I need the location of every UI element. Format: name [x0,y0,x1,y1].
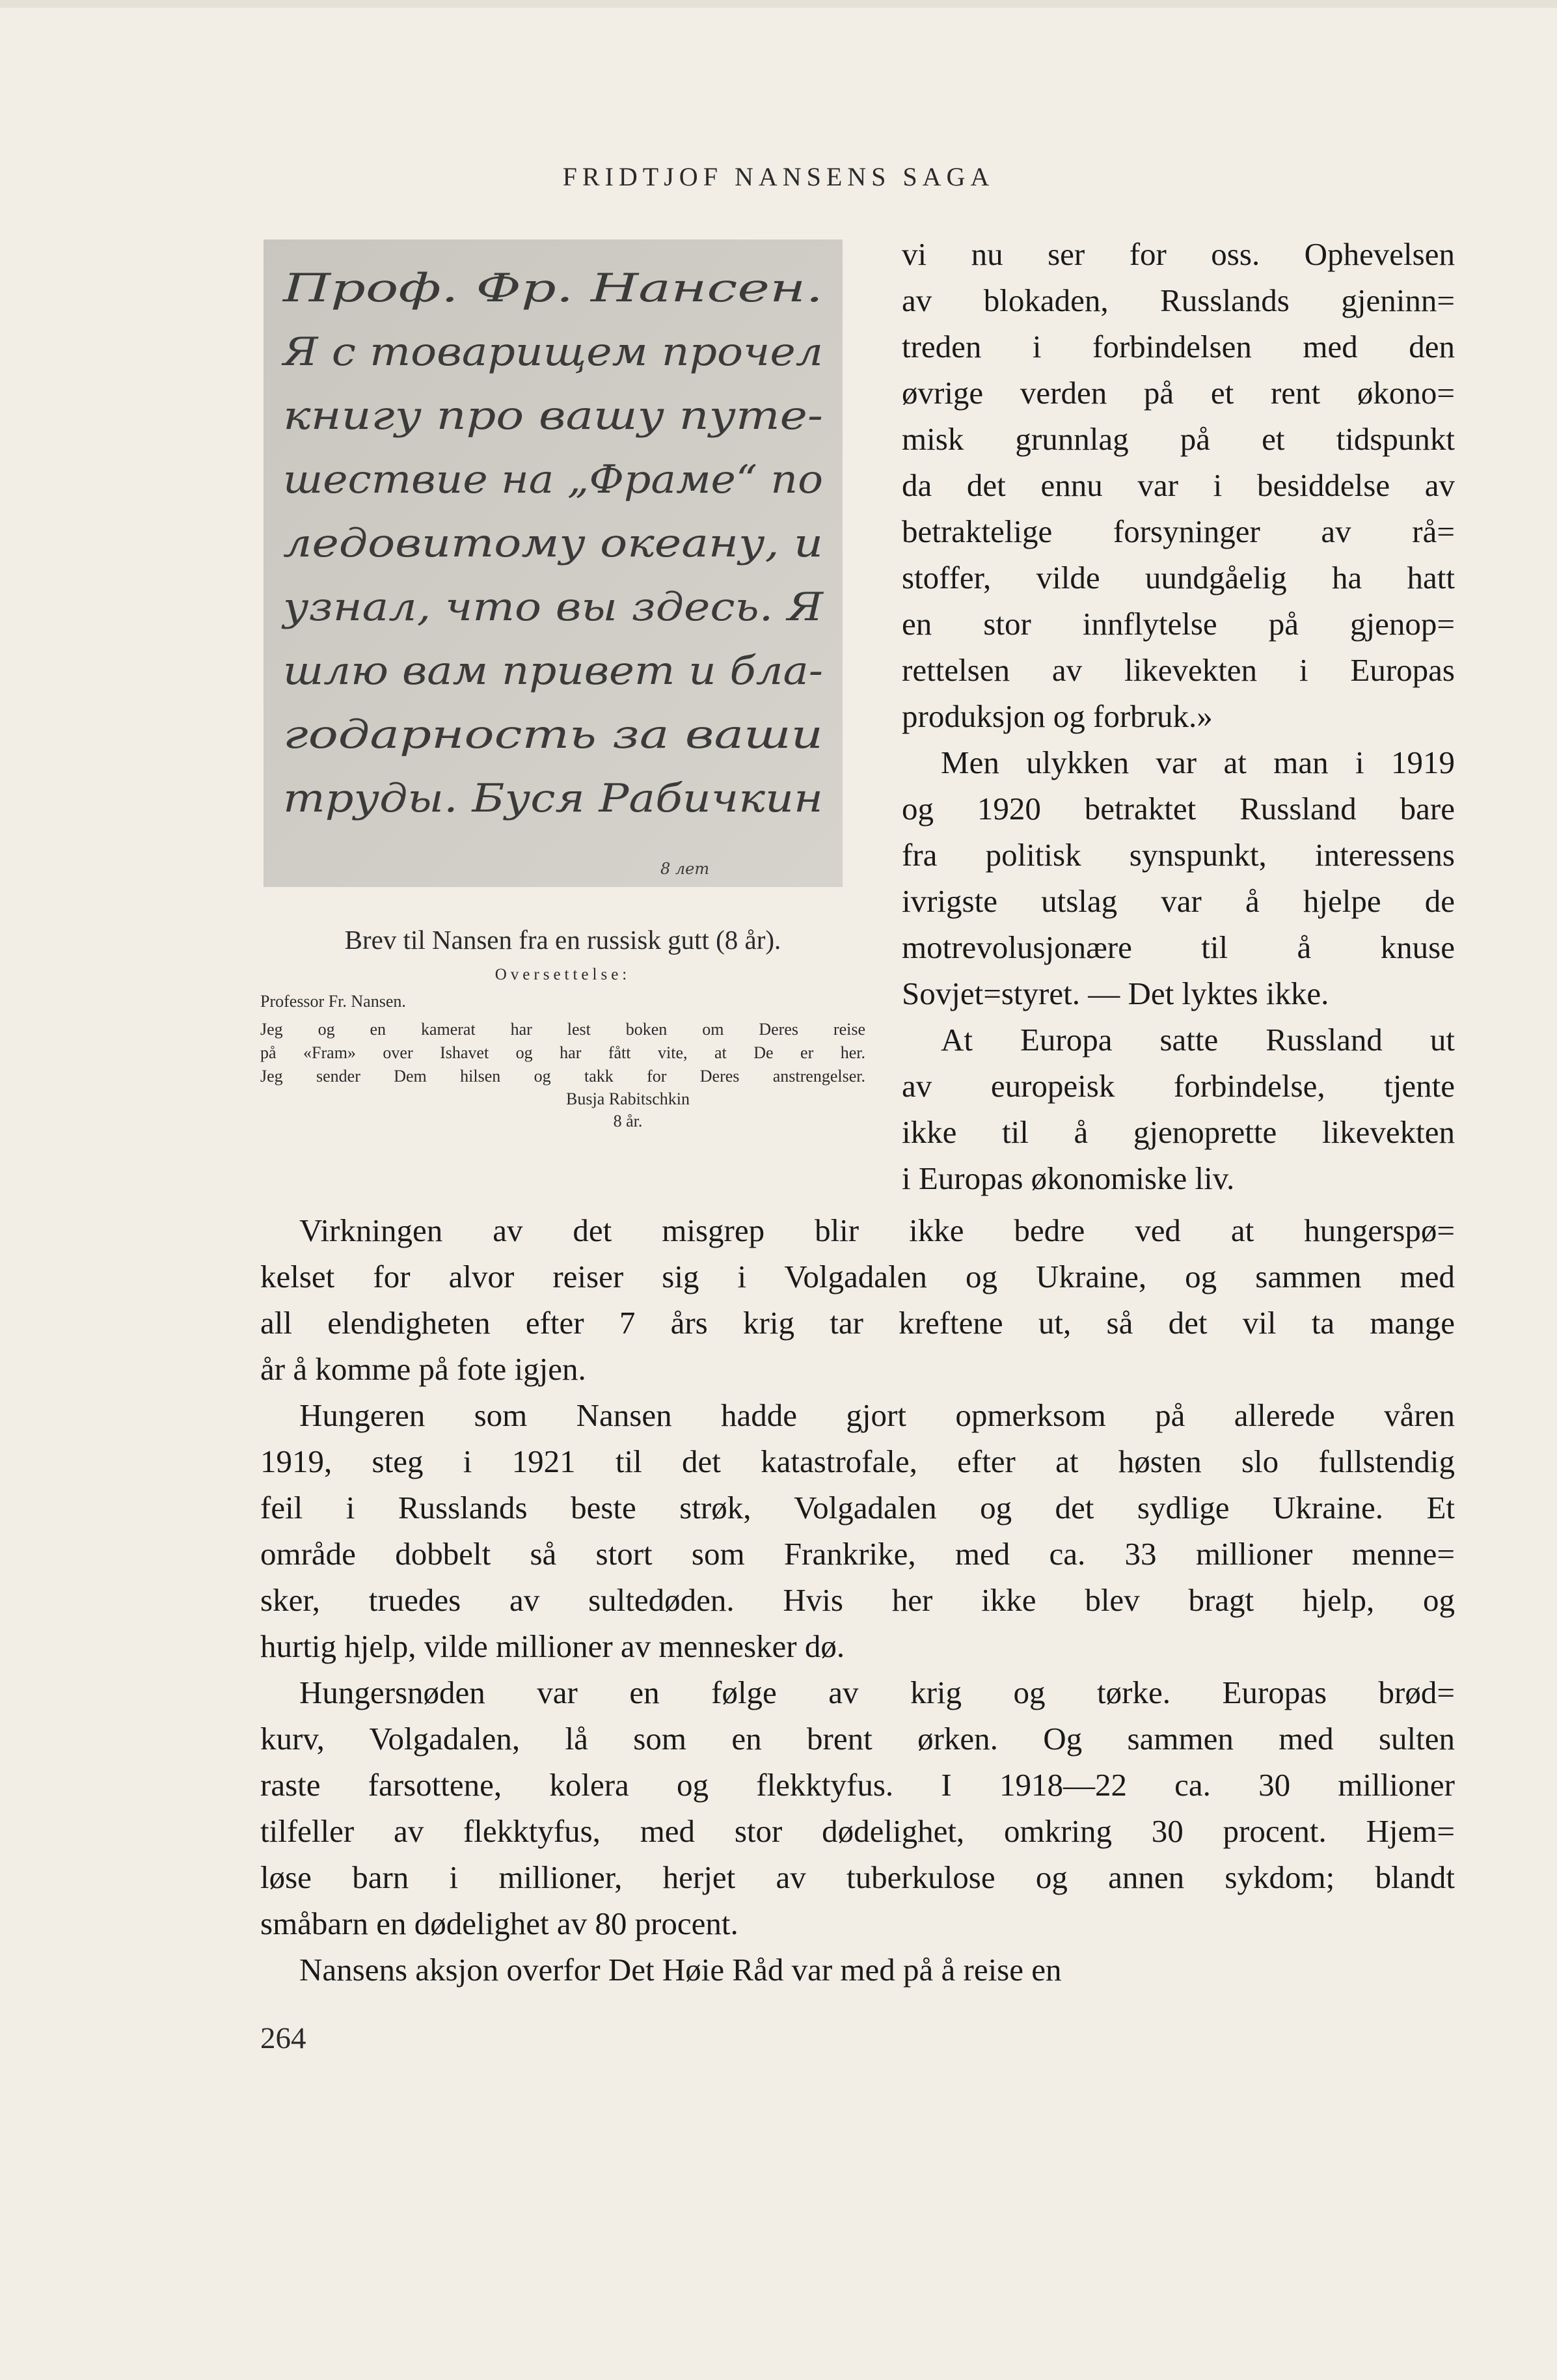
caption-body [260,1018,865,1088]
text-line: feil i Russlands beste strøk, Volgadalen og det sydlige Ukraine. Et [260,1490,1455,1525]
handwritten-line: Я с товарищем прочел [280,329,823,375]
text-line: år å komme på fote igjen. [260,1351,586,1387]
handwritten-line: Проф. Фр. Нансен. [282,266,823,311]
text-line: 1919, steg i 1921 til det katastrofale, efter at høsten slo fullstendig [260,1443,1455,1479]
text-line: rettelsen av likevekten i Europas [902,652,1455,688]
text-line: Virkningen av det misgrep blir ikke bedre ved at hungerspø= [299,1212,1455,1248]
text-line: småbarn en dødelighet av 80 procent. [260,1906,738,1941]
caption-salutation: Professor Fr. Nansen. [260,992,406,1011]
handwritten-line: труды. Буся Рабичкин [283,776,823,821]
text-line: motrevolusjonære til å knuse [902,929,1455,965]
image-caption [260,924,865,1132]
handwritten-line: шлю вам привет и бла- [283,648,823,694]
right-column-text [902,231,1455,1201]
handwritten-line: узнал, что вы здесь. Я [280,584,824,630]
text-line: all elendigheten efter 7 års krig tar kreftene ut, så det vil ta mange [260,1305,1455,1341]
text-line: misk grunnlag på et tidspunkt [902,421,1455,457]
caption-translation-heading: Oversettelse: [494,966,631,983]
text-line: treden i forbindelsen med den [902,329,1455,364]
caption-line: Jeg og en kamerat har lest boken om Deres reise [260,1020,865,1039]
text-line: av blokaden, Russlands gjeninn= [902,282,1455,318]
handwritten-line: ледовитому океану, и [283,521,823,566]
text-line: betraktelige forsyninger av rå= [902,513,1455,549]
text-line: Nansens aksjon overfor Det Høie Råd var med på å reise en [299,1952,1062,1988]
text-line: produksjon og forbruk.» [902,698,1213,734]
text-line: Sovjet=styret. — Det lyktes ikke. [902,976,1329,1011]
handwritten-line: 8 лет [660,860,710,878]
letter-photo-svg [264,239,843,887]
handwritten-line: шествие на „Фраме“ по [283,457,823,502]
full-width-text [260,1207,1455,1993]
page-top-edge [0,0,1557,8]
text-line: sker, truedes av sultedøden. Hvis her ikke blev bragt hjelp, og [260,1582,1455,1618]
text-line: stoffer, vilde uundgåelig ha hatt [902,560,1455,595]
text-line: område dobbelt så stort som Frankrike, med ca. 33 millioner menne= [260,1536,1455,1572]
text-line: kelset for alvor reiser sig i Volgadalen og Ukraine, og sammen med [260,1259,1455,1294]
text-line: vi nu ser for oss. Ophevelsen [902,236,1455,272]
text-line: Men ulykken var at man i 1919 [941,745,1455,780]
caption-signature: Busja Rabitschkin [566,1089,690,1108]
caption-age: 8 år. [613,1112,643,1130]
caption-title: Brev til Nansen fra en russisk gutt (8 år). [344,925,781,955]
text-line: Hungersnøden var en følge av krig og tørke. Europas brød= [299,1675,1455,1710]
text-line: tilfeller av flekktyfus, med stor dødelighet, omkring 30 procent. Hjem= [260,1813,1455,1849]
text-line: Hungeren som Nansen hadde gjort opmerksom på allerede våren [299,1397,1455,1433]
handwritten-line: книгу про вашу путе- [283,393,823,439]
handwritten-line: годарность за ваши [283,712,823,758]
text-line: fra politisk synspunkt, interessens [902,837,1455,873]
caption-line: på «Fram» over Ishavet og har fått vite, at De er her. [260,1043,865,1062]
caption-line: Jeg sender Dem hilsen og takk for Deres anstrengelser. [260,1067,865,1086]
text-line: raste farsottene, kolera og flekktyfus. I 1918—22 ca. 30 millioner [260,1767,1455,1803]
handwritten-letter-image [264,239,843,887]
text-line: ikke til å gjenoprette likevekten [902,1114,1455,1150]
page-number: 264 [260,2021,306,2055]
text-line: øvrige verden på et rent økono= [902,375,1455,411]
text-line: ivrigste utslag var å hjelpe de [902,883,1455,919]
running-head: FRIDTJOF NANSENS SAGA [562,162,995,191]
text-line: løse barn i millioner, herjet av tuberkulose og annen sykdom; blandt [260,1859,1455,1895]
text-line: kurv, Volgadalen, lå som en brent ørken. Og sammen med sulten [260,1721,1455,1757]
text-line: en stor innflytelse på gjenop= [902,606,1455,642]
text-line: i Europas økonomiske liv. [902,1160,1235,1196]
text-line: At Europa satte Russland ut [941,1022,1455,1058]
text-line: og 1920 betraktet Russland bare [902,791,1455,827]
text-line: av europeisk forbindelse, tjente [902,1068,1455,1104]
text-line: da det ennu var i besiddelse av [902,467,1455,503]
text-line: hurtig hjelp, vilde millioner av mennesker dø. [260,1628,845,1664]
